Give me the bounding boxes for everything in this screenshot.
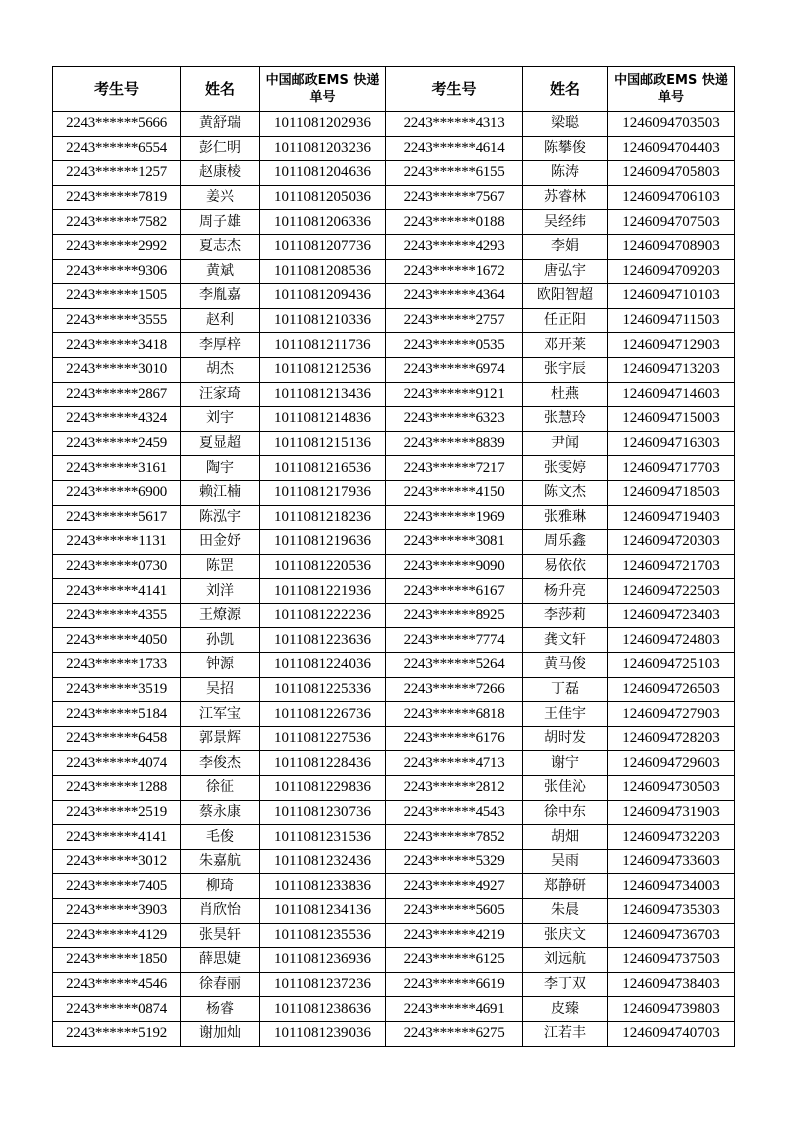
- cell-right-ems-number: 1246094710103: [608, 284, 735, 309]
- cell-right-name: 陈涛: [523, 161, 608, 186]
- cell-left-exam-id: 2243******4141: [53, 579, 181, 604]
- cell-right-exam-id: 2243******8925: [386, 603, 523, 628]
- cell-left-ems-number: 1011081219636: [260, 530, 386, 555]
- cell-right-ems-number: 1246094730503: [608, 776, 735, 801]
- cell-left-name: 周子雄: [181, 210, 260, 235]
- header-left-exam-id: 考生号: [53, 67, 181, 112]
- cell-left-exam-id: 2243******1733: [53, 653, 181, 678]
- cell-left-ems-number: 1011081223636: [260, 628, 386, 653]
- cell-right-name: 王佳宇: [523, 702, 608, 727]
- cell-left-ems-number: 1011081208536: [260, 259, 386, 284]
- cell-right-exam-id: 2243******4150: [386, 480, 523, 505]
- cell-left-ems-number: 1011081214836: [260, 407, 386, 432]
- table-row: [53, 579, 735, 604]
- cell-left-exam-id: 2243******0730: [53, 554, 181, 579]
- ems-tracking-table-sheet: [52, 66, 734, 1047]
- cell-right-name: 周乐鑫: [523, 530, 608, 555]
- cell-left-ems-number: 1011081202936: [260, 112, 386, 137]
- cell-left-exam-id: 2243******2867: [53, 382, 181, 407]
- cell-left-exam-id: 2243******2459: [53, 431, 181, 456]
- table-row: [53, 653, 735, 678]
- cell-left-ems-number: 1011081203236: [260, 136, 386, 161]
- cell-left-name: 李胤嘉: [181, 284, 260, 309]
- cell-right-name: 任正阳: [523, 308, 608, 333]
- header-row: [53, 67, 735, 112]
- table-row: [53, 628, 735, 653]
- cell-left-ems-number: 1011081218236: [260, 505, 386, 530]
- cell-right-name: 苏睿林: [523, 185, 608, 210]
- cell-right-exam-id: 2243******7217: [386, 456, 523, 481]
- cell-left-exam-id: 2243******4074: [53, 751, 181, 776]
- cell-right-exam-id: 2243******4614: [386, 136, 523, 161]
- cell-left-name: 孙凯: [181, 628, 260, 653]
- cell-right-name: 张佳沁: [523, 776, 608, 801]
- cell-left-ems-number: 1011081231536: [260, 825, 386, 850]
- cell-right-ems-number: 1246094727903: [608, 702, 735, 727]
- cell-right-ems-number: 1246094707503: [608, 210, 735, 235]
- cell-right-exam-id: 2243******2757: [386, 308, 523, 333]
- cell-right-ems-number: 1246094719403: [608, 505, 735, 530]
- cell-right-name: 张雯婷: [523, 456, 608, 481]
- cell-left-name: 吴招: [181, 677, 260, 702]
- cell-right-ems-number: 1246094720303: [608, 530, 735, 555]
- cell-right-ems-number: 1246094705803: [608, 161, 735, 186]
- cell-right-exam-id: 2243******4313: [386, 112, 523, 137]
- table-row: [53, 972, 735, 997]
- table-row: [53, 456, 735, 481]
- table-row: [53, 333, 735, 358]
- cell-right-exam-id: 2243******4713: [386, 751, 523, 776]
- cell-right-name: 徐中东: [523, 800, 608, 825]
- cell-left-exam-id: 2243******1257: [53, 161, 181, 186]
- cell-left-name: 江军宝: [181, 702, 260, 727]
- cell-right-exam-id: 2243******7567: [386, 185, 523, 210]
- cell-right-ems-number: 1246094726503: [608, 677, 735, 702]
- cell-right-exam-id: 2243******6323: [386, 407, 523, 432]
- cell-right-name: 郑静研: [523, 874, 608, 899]
- table-row: [53, 112, 735, 137]
- cell-left-ems-number: 1011081206336: [260, 210, 386, 235]
- cell-left-name: 徐征: [181, 776, 260, 801]
- cell-right-name: 陈文杰: [523, 480, 608, 505]
- cell-left-name: 黄斌: [181, 259, 260, 284]
- cell-left-ems-number: 1011081232436: [260, 849, 386, 874]
- table-row: [53, 136, 735, 161]
- cell-right-exam-id: 2243******6167: [386, 579, 523, 604]
- table-row: [53, 997, 735, 1022]
- cell-right-name: 易依依: [523, 554, 608, 579]
- cell-right-exam-id: 2243******4219: [386, 923, 523, 948]
- cell-left-exam-id: 2243******4546: [53, 972, 181, 997]
- cell-right-ems-number: 1246094713203: [608, 357, 735, 382]
- cell-left-name: 薛思婕: [181, 948, 260, 973]
- cell-right-ems-number: 1246094714603: [608, 382, 735, 407]
- cell-left-name: 朱嘉航: [181, 849, 260, 874]
- cell-right-exam-id: 2243******5605: [386, 899, 523, 924]
- table-row: [53, 431, 735, 456]
- cell-right-name: 杜燕: [523, 382, 608, 407]
- cell-right-exam-id: 2243******9121: [386, 382, 523, 407]
- cell-left-name: 夏显超: [181, 431, 260, 456]
- cell-left-exam-id: 2243******2992: [53, 234, 181, 259]
- cell-left-name: 郭景辉: [181, 726, 260, 751]
- cell-right-ems-number: 1246094718503: [608, 480, 735, 505]
- cell-left-exam-id: 2243******3555: [53, 308, 181, 333]
- cell-right-exam-id: 2243******6818: [386, 702, 523, 727]
- cell-left-name: 徐春丽: [181, 972, 260, 997]
- cell-right-name: 张庆文: [523, 923, 608, 948]
- table-row: [53, 849, 735, 874]
- table-header: [53, 67, 735, 112]
- cell-left-name: 李厚梓: [181, 333, 260, 358]
- cell-right-exam-id: 2243******1672: [386, 259, 523, 284]
- cell-left-exam-id: 2243******4129: [53, 923, 181, 948]
- table-row: [53, 923, 735, 948]
- cell-left-ems-number: 1011081217936: [260, 480, 386, 505]
- cell-left-name: 毛俊: [181, 825, 260, 850]
- table-row: [53, 702, 735, 727]
- cell-right-ems-number: 1246094729603: [608, 751, 735, 776]
- cell-left-name: 夏志杰: [181, 234, 260, 259]
- cell-left-name: 钟源: [181, 653, 260, 678]
- cell-right-ems-number: 1246094709203: [608, 259, 735, 284]
- cell-left-ems-number: 1011081211736: [260, 333, 386, 358]
- header-right-name: 姓名: [523, 67, 608, 112]
- header-right-exam-id: 考生号: [386, 67, 523, 112]
- cell-right-exam-id: 2243******4927: [386, 874, 523, 899]
- cell-left-exam-id: 2243******3161: [53, 456, 181, 481]
- cell-right-exam-id: 2243******7774: [386, 628, 523, 653]
- cell-right-name: 杨升亮: [523, 579, 608, 604]
- cell-right-ems-number: 1246094724803: [608, 628, 735, 653]
- table-row: [53, 603, 735, 628]
- cell-left-ems-number: 1011081233836: [260, 874, 386, 899]
- table-row: [53, 382, 735, 407]
- cell-right-name: 皮臻: [523, 997, 608, 1022]
- cell-left-ems-number: 1011081237236: [260, 972, 386, 997]
- cell-right-exam-id: 2243******4293: [386, 234, 523, 259]
- cell-left-ems-number: 1011081226736: [260, 702, 386, 727]
- cell-left-ems-number: 1011081221936: [260, 579, 386, 604]
- cell-right-name: 江若丰: [523, 1021, 608, 1046]
- ems-tracking-table: [52, 66, 735, 1047]
- cell-right-exam-id: 2243******6125: [386, 948, 523, 973]
- cell-left-name: 赵利: [181, 308, 260, 333]
- table-row: [53, 530, 735, 555]
- cell-left-name: 赖江楠: [181, 480, 260, 505]
- cell-right-name: 刘远航: [523, 948, 608, 973]
- cell-left-exam-id: 2243******3010: [53, 357, 181, 382]
- cell-right-ems-number: 1246094739803: [608, 997, 735, 1022]
- cell-right-exam-id: 2243******0535: [386, 333, 523, 358]
- cell-left-ems-number: 1011081204636: [260, 161, 386, 186]
- cell-left-ems-number: 1011081213436: [260, 382, 386, 407]
- cell-right-ems-number: 1246094704403: [608, 136, 735, 161]
- cell-left-name: 陈泓宇: [181, 505, 260, 530]
- cell-left-name: 蔡永康: [181, 800, 260, 825]
- cell-left-name: 姜兴: [181, 185, 260, 210]
- cell-right-exam-id: 2243******4543: [386, 800, 523, 825]
- cell-left-ems-number: 1011081205036: [260, 185, 386, 210]
- cell-right-ems-number: 1246094711503: [608, 308, 735, 333]
- cell-right-ems-number: 1246094738403: [608, 972, 735, 997]
- header-right-ems-number: 中国邮政EMS 快递单号: [608, 67, 735, 112]
- cell-right-ems-number: 1246094737503: [608, 948, 735, 973]
- table-row: [53, 874, 735, 899]
- table-row: [53, 480, 735, 505]
- cell-right-ems-number: 1246094736703: [608, 923, 735, 948]
- cell-right-ems-number: 1246094722503: [608, 579, 735, 604]
- cell-left-exam-id: 2243******3012: [53, 849, 181, 874]
- cell-left-name: 刘宇: [181, 407, 260, 432]
- cell-left-name: 汪家琦: [181, 382, 260, 407]
- cell-left-ems-number: 1011081239036: [260, 1021, 386, 1046]
- table-row: [53, 1021, 735, 1046]
- cell-right-name: 梁聪: [523, 112, 608, 137]
- cell-left-name: 谢加灿: [181, 1021, 260, 1046]
- cell-right-name: 胡时发: [523, 726, 608, 751]
- cell-right-name: 龚文轩: [523, 628, 608, 653]
- cell-right-name: 张宇辰: [523, 357, 608, 382]
- cell-left-exam-id: 2243******1850: [53, 948, 181, 973]
- cell-left-name: 陶宇: [181, 456, 260, 481]
- cell-left-ems-number: 1011081209436: [260, 284, 386, 309]
- cell-left-exam-id: 2243******1131: [53, 530, 181, 555]
- cell-right-name: 丁磊: [523, 677, 608, 702]
- cell-left-ems-number: 1011081212536: [260, 357, 386, 382]
- cell-right-name: 胡畑: [523, 825, 608, 850]
- cell-left-name: 刘洋: [181, 579, 260, 604]
- cell-right-ems-number: 1246094725103: [608, 653, 735, 678]
- cell-right-exam-id: 2243******1969: [386, 505, 523, 530]
- cell-left-name: 杨睿: [181, 997, 260, 1022]
- cell-left-exam-id: 2243******4324: [53, 407, 181, 432]
- cell-left-exam-id: 2243******5617: [53, 505, 181, 530]
- cell-right-exam-id: 2243******3081: [386, 530, 523, 555]
- cell-right-exam-id: 2243******2812: [386, 776, 523, 801]
- cell-right-name: 邓开莱: [523, 333, 608, 358]
- cell-left-exam-id: 2243******5184: [53, 702, 181, 727]
- table-row: [53, 776, 735, 801]
- table-row: [53, 234, 735, 259]
- cell-left-ems-number: 1011081222236: [260, 603, 386, 628]
- cell-left-name: 王燎源: [181, 603, 260, 628]
- cell-left-ems-number: 1011081236936: [260, 948, 386, 973]
- cell-left-exam-id: 2243******4355: [53, 603, 181, 628]
- cell-right-name: 李莎莉: [523, 603, 608, 628]
- cell-left-ems-number: 1011081234136: [260, 899, 386, 924]
- cell-right-exam-id: 2243******6619: [386, 972, 523, 997]
- cell-right-ems-number: 1246094723403: [608, 603, 735, 628]
- cell-right-name: 吴雨: [523, 849, 608, 874]
- cell-left-ems-number: 1011081224036: [260, 653, 386, 678]
- cell-left-name: 田金妤: [181, 530, 260, 555]
- cell-left-name: 肖欣怡: [181, 899, 260, 924]
- cell-right-exam-id: 2243******7266: [386, 677, 523, 702]
- cell-right-ems-number: 1246094721703: [608, 554, 735, 579]
- cell-left-ems-number: 1011081210336: [260, 308, 386, 333]
- cell-left-exam-id: 2243******5192: [53, 1021, 181, 1046]
- cell-left-name: 柳琦: [181, 874, 260, 899]
- cell-left-name: 赵康棱: [181, 161, 260, 186]
- table-row: [53, 185, 735, 210]
- cell-right-exam-id: 2243******6974: [386, 357, 523, 382]
- cell-right-ems-number: 1246094717703: [608, 456, 735, 481]
- cell-left-ems-number: 1011081225336: [260, 677, 386, 702]
- cell-left-ems-number: 1011081238636: [260, 997, 386, 1022]
- cell-right-name: 吴经纬: [523, 210, 608, 235]
- table-row: [53, 800, 735, 825]
- cell-right-name: 李丁双: [523, 972, 608, 997]
- table-row: [53, 825, 735, 850]
- cell-right-name: 唐弘宇: [523, 259, 608, 284]
- cell-left-ems-number: 1011081207736: [260, 234, 386, 259]
- cell-right-name: 谢宁: [523, 751, 608, 776]
- cell-right-name: 尹闻: [523, 431, 608, 456]
- cell-right-ems-number: 1246094728203: [608, 726, 735, 751]
- cell-right-ems-number: 1246094703503: [608, 112, 735, 137]
- cell-left-exam-id: 2243******1505: [53, 284, 181, 309]
- cell-right-name: 张慧玲: [523, 407, 608, 432]
- cell-left-exam-id: 2243******6458: [53, 726, 181, 751]
- cell-left-exam-id: 2243******4050: [53, 628, 181, 653]
- table-row: [53, 161, 735, 186]
- cell-left-name: 张昊轩: [181, 923, 260, 948]
- cell-left-ems-number: 1011081227536: [260, 726, 386, 751]
- cell-left-ems-number: 1011081235536: [260, 923, 386, 948]
- table-row: [53, 357, 735, 382]
- cell-left-exam-id: 2243******6554: [53, 136, 181, 161]
- cell-right-exam-id: 2243******6275: [386, 1021, 523, 1046]
- cell-right-name: 李娟: [523, 234, 608, 259]
- cell-right-exam-id: 2243******9090: [386, 554, 523, 579]
- cell-right-ems-number: 1246094735303: [608, 899, 735, 924]
- cell-right-ems-number: 1246094733603: [608, 849, 735, 874]
- cell-right-ems-number: 1246094715003: [608, 407, 735, 432]
- table-row: [53, 751, 735, 776]
- cell-right-name: 张雅琳: [523, 505, 608, 530]
- cell-left-exam-id: 2243******1288: [53, 776, 181, 801]
- cell-left-ems-number: 1011081228436: [260, 751, 386, 776]
- table-row: [53, 308, 735, 333]
- cell-right-ems-number: 1246094708903: [608, 234, 735, 259]
- cell-left-ems-number: 1011081229836: [260, 776, 386, 801]
- table-row: [53, 210, 735, 235]
- table-row: [53, 948, 735, 973]
- cell-left-exam-id: 2243******9306: [53, 259, 181, 284]
- cell-right-name: 陈攀俊: [523, 136, 608, 161]
- cell-left-ems-number: 1011081220536: [260, 554, 386, 579]
- cell-left-ems-number: 1011081215136: [260, 431, 386, 456]
- cell-right-name: 黄马俊: [523, 653, 608, 678]
- cell-left-exam-id: 2243******6900: [53, 480, 181, 505]
- header-left-ems-number: 中国邮政EMS 快递单号: [260, 67, 386, 112]
- cell-left-exam-id: 2243******5666: [53, 112, 181, 137]
- cell-left-name: 陈罡: [181, 554, 260, 579]
- cell-right-ems-number: 1246094706103: [608, 185, 735, 210]
- cell-left-exam-id: 2243******7819: [53, 185, 181, 210]
- cell-left-name: 李俊杰: [181, 751, 260, 776]
- cell-left-exam-id: 2243******7405: [53, 874, 181, 899]
- cell-right-exam-id: 2243******4364: [386, 284, 523, 309]
- cell-left-exam-id: 2243******3519: [53, 677, 181, 702]
- table-row: [53, 505, 735, 530]
- cell-left-ems-number: 1011081230736: [260, 800, 386, 825]
- cell-left-name: 彭仁明: [181, 136, 260, 161]
- cell-right-ems-number: 1246094734003: [608, 874, 735, 899]
- cell-right-exam-id: 2243******6176: [386, 726, 523, 751]
- cell-left-name: 黄舒瑞: [181, 112, 260, 137]
- table-row: [53, 407, 735, 432]
- table-row: [53, 677, 735, 702]
- cell-right-exam-id: 2243******7852: [386, 825, 523, 850]
- cell-left-exam-id: 2243******7582: [53, 210, 181, 235]
- table-row: [53, 284, 735, 309]
- header-left-name: 姓名: [181, 67, 260, 112]
- cell-right-exam-id: 2243******6155: [386, 161, 523, 186]
- cell-left-name: 胡杰: [181, 357, 260, 382]
- cell-right-ems-number: 1246094716303: [608, 431, 735, 456]
- cell-right-ems-number: 1246094712903: [608, 333, 735, 358]
- cell-right-ems-number: 1246094731903: [608, 800, 735, 825]
- table-body: [53, 112, 735, 1047]
- cell-right-exam-id: 2243******8839: [386, 431, 523, 456]
- cell-left-exam-id: 2243******3418: [53, 333, 181, 358]
- cell-right-name: 朱晨: [523, 899, 608, 924]
- table-row: [53, 899, 735, 924]
- cell-right-name: 欧阳智超: [523, 284, 608, 309]
- table-row: [53, 554, 735, 579]
- cell-left-ems-number: 1011081216536: [260, 456, 386, 481]
- cell-right-ems-number: 1246094732203: [608, 825, 735, 850]
- cell-right-exam-id: 2243******5264: [386, 653, 523, 678]
- table-row: [53, 259, 735, 284]
- cell-left-exam-id: 2243******0874: [53, 997, 181, 1022]
- cell-left-exam-id: 2243******3903: [53, 899, 181, 924]
- cell-right-exam-id: 2243******5329: [386, 849, 523, 874]
- cell-left-exam-id: 2243******2519: [53, 800, 181, 825]
- cell-right-exam-id: 2243******4691: [386, 997, 523, 1022]
- cell-right-ems-number: 1246094740703: [608, 1021, 735, 1046]
- table-row: [53, 726, 735, 751]
- cell-left-exam-id: 2243******4141: [53, 825, 181, 850]
- cell-right-exam-id: 2243******0188: [386, 210, 523, 235]
